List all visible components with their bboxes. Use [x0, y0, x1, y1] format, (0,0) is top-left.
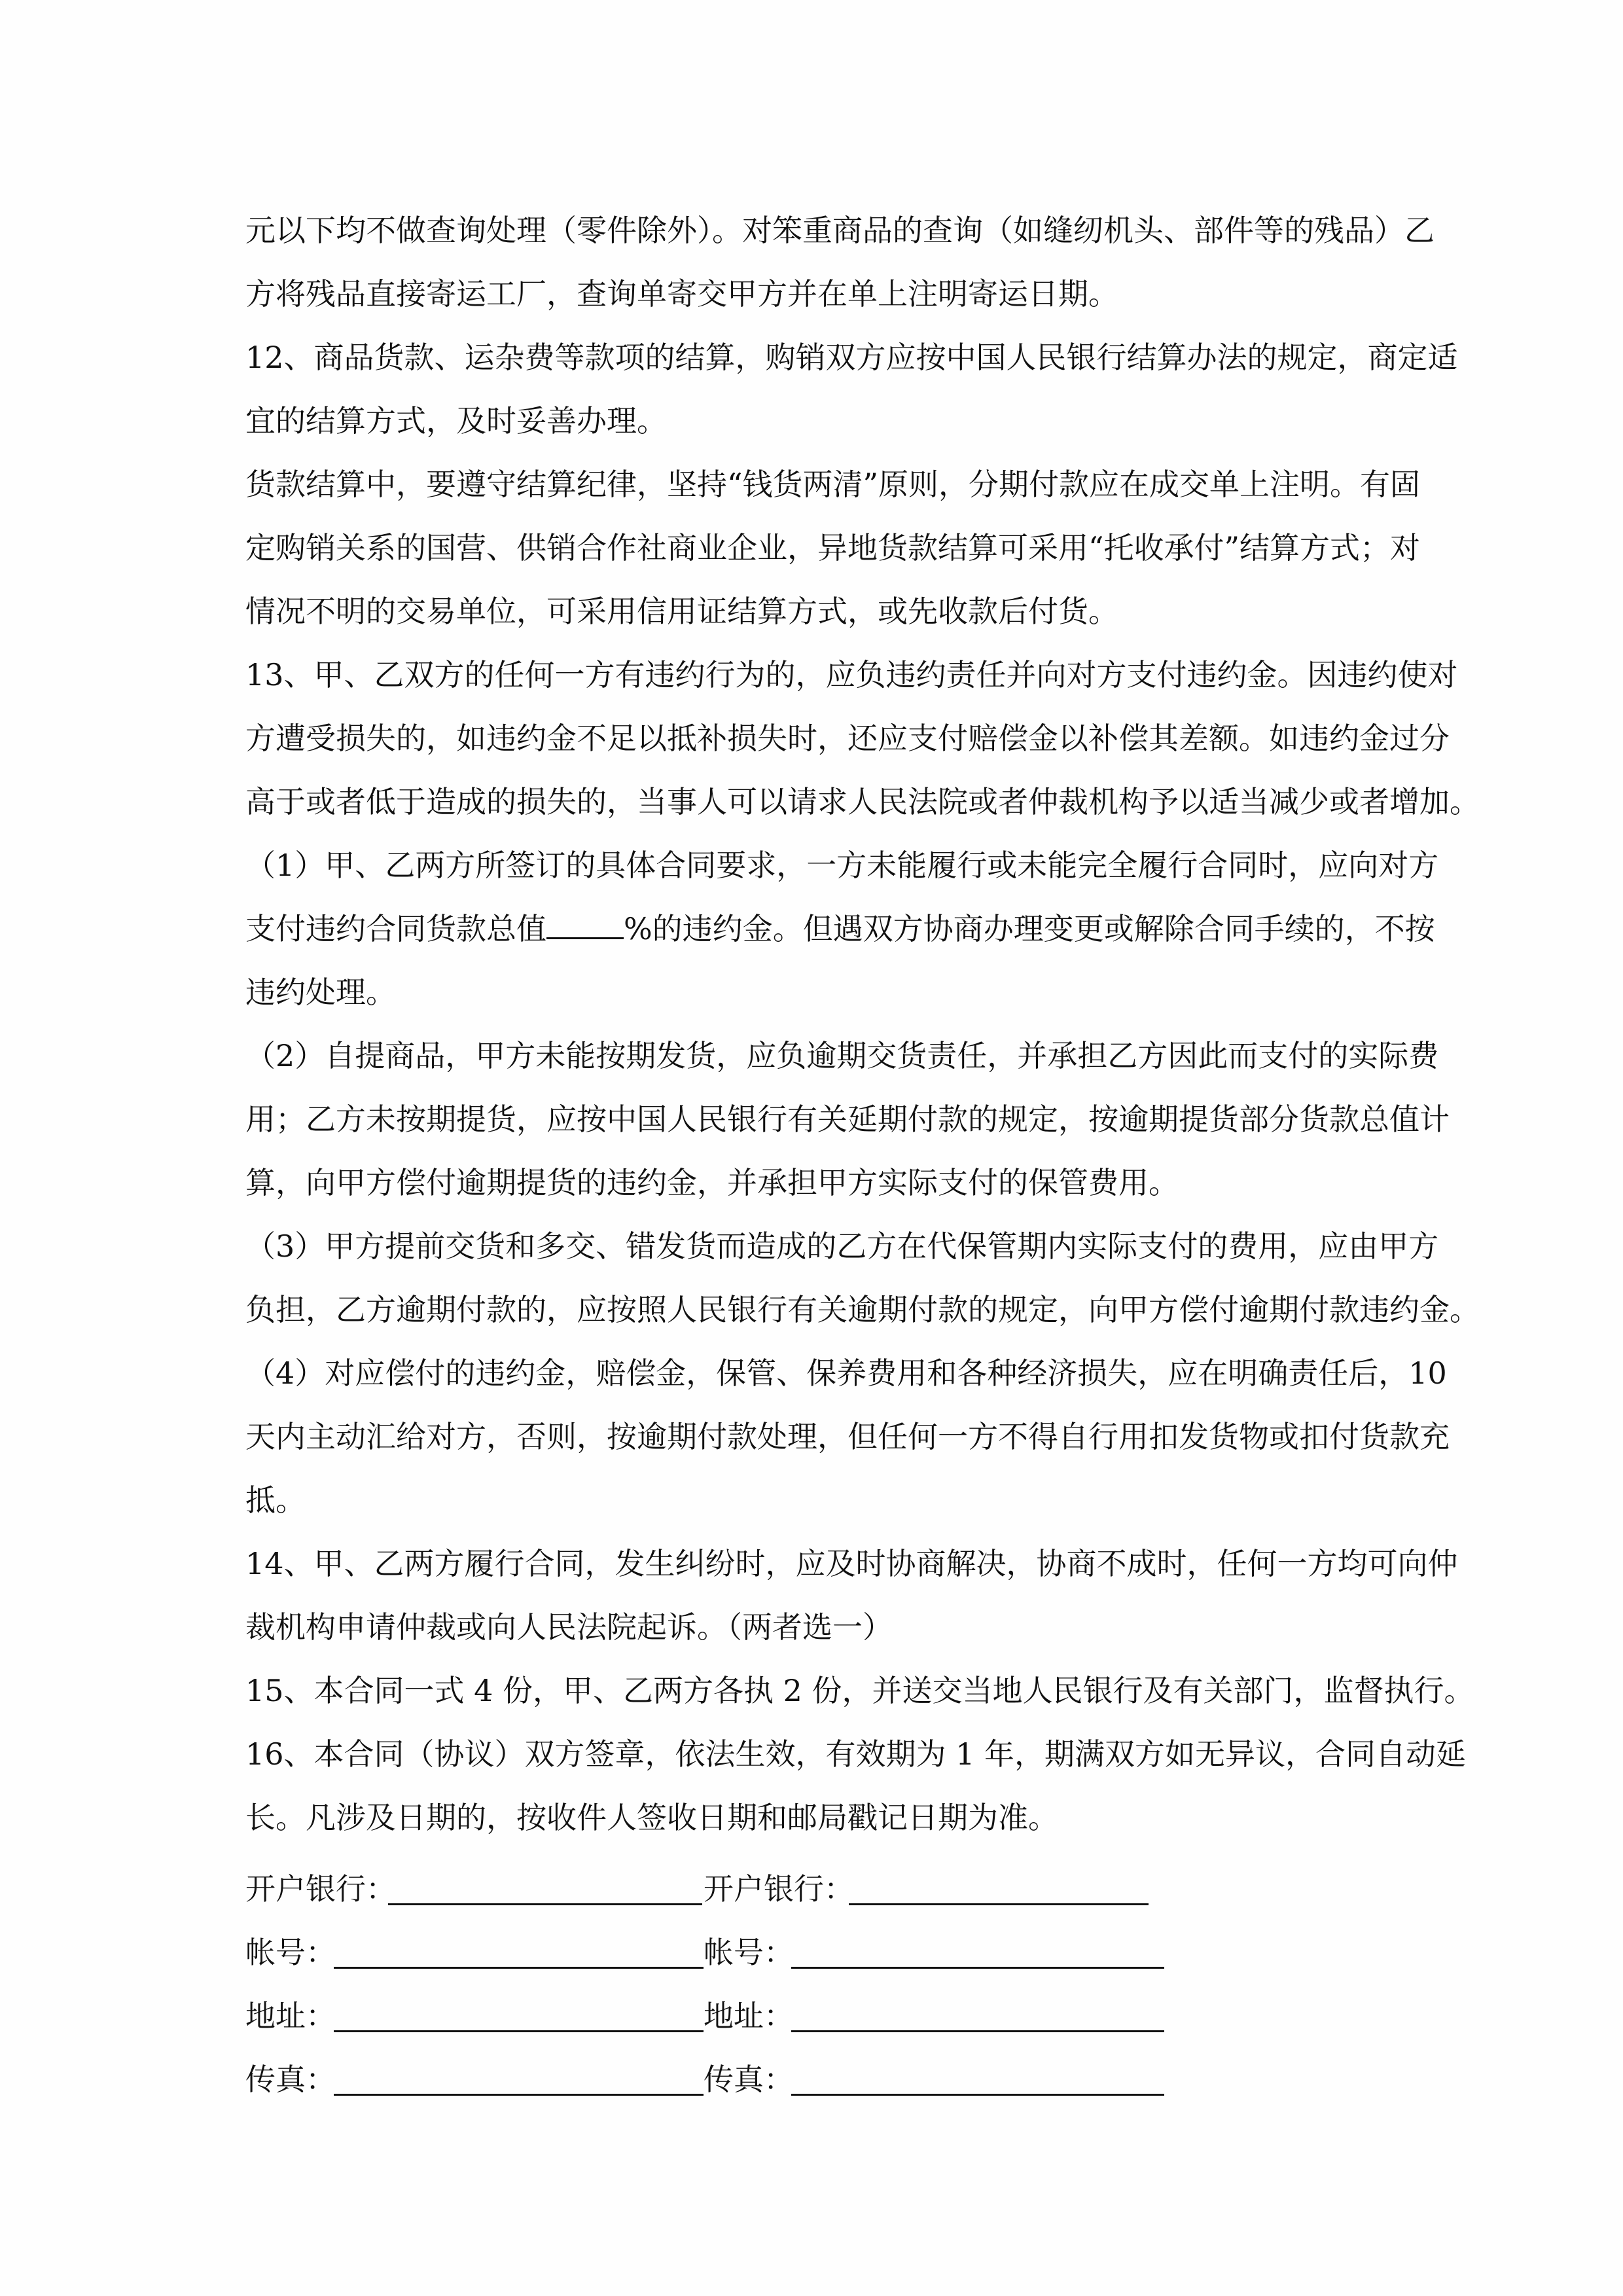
left-fax-label: 传真：: [245, 2062, 336, 2097]
text-line: 定购销关系的国营、供销合作社商业企业，异地货款结算可采用“托收承付”结算方式；对: [245, 530, 1421, 565]
text-line: 天内主动汇给对方，否则，按逾期付款处理，但任何一方不得自行用扣发货物或扣付货款充: [245, 1419, 1450, 1454]
text-line: 违约处理。: [245, 975, 396, 1010]
text-line: 方遭受损失的，如违约金不足以抵补损失时，还应支付赔偿金以补偿其差额。如违约金过分: [245, 721, 1450, 756]
text-line: 用；乙方未按期提货，应按中国人民银行有关延期付款的规定，按逾期提货部分货款总值计: [245, 1102, 1450, 1137]
sig-row-fax: [245, 2060, 1423, 2099]
sig-row-address: [245, 1996, 1423, 2036]
right-bank-field[interactable]: [849, 1903, 1149, 1905]
right-fax-field[interactable]: [791, 2094, 1164, 2096]
right-bank-label: 开户银行：: [704, 1871, 854, 1907]
left-account-label: 帐号：: [245, 1935, 336, 1970]
sig-row-bank: [245, 1869, 1423, 1909]
right-address-label: 地址：: [704, 1998, 794, 2034]
left-bank-label: 开户银行：: [245, 1871, 396, 1907]
clause-13-1-line: （1）甲、乙两方所签订的具体合同要求，一方未能履行或未能完全履行合同时，应向对方: [245, 848, 1439, 883]
text-line: 负担，乙方逾期付款的，应按照人民银行有关逾期付款的规定，向甲方偿付逾期付款违约金。: [245, 1292, 1480, 1327]
clause-16-line: 16、本合同（协议）双方签章，依法生效，有效期为 1 年，期满双方如无异议，合同自动延: [245, 1736, 1467, 1772]
text-line: 情况不明的交易单位，可采用信用证结算方式，或先收款后付货。: [245, 594, 1118, 629]
right-account-field[interactable]: [791, 1967, 1164, 1969]
sig-row-account: [245, 1933, 1423, 1972]
text-line: 裁机构申请仲裁或向人民法院起诉。（两者选一）: [245, 1609, 893, 1645]
right-fax-label: 传真：: [704, 2062, 794, 2097]
left-address-label: 地址：: [245, 1998, 336, 2034]
left-account-field[interactable]: [334, 1967, 704, 1969]
text-line: 抵。: [245, 1482, 306, 1518]
text-after-blank: %的违约金。但遇双方协商办理变更或解除合同手续的，不按: [624, 911, 1435, 946]
left-bank-field[interactable]: [388, 1903, 702, 1905]
clause-13-line: 13、甲、乙双方的任何一方有违约行为的，应负违约责任并向对方支付违约金。因违约使对: [245, 657, 1458, 692]
text-line-with-blank: [245, 909, 1435, 948]
clause-13-2-line: （2）自提商品，甲方未能按期发货，应负逾期交货责任，并承担乙方因此而支付的实际费: [245, 1038, 1439, 1073]
clause-15-line: 15、本合同一式 4 份，甲、乙两方各执 2 份，并送交当地人民银行及有关部门，监督执行。: [245, 1673, 1474, 1708]
text-before-blank: 支付违约合同货款总值: [245, 911, 546, 946]
text-line: 长。凡涉及日期的，按收件人签收日期和邮局戳记日期为准。: [245, 1800, 1058, 1835]
text-line: 宜的结算方式，及时妥善办理。: [245, 403, 667, 439]
clause-13-3-line: （3）甲方提前交货和多交、错发货而造成的乙方在代保管期内实际支付的费用，应由甲方: [245, 1229, 1439, 1264]
clause-14-line: 14、甲、乙两方履行合同，发生纠纷时，应及时协商解决，协商不成时，任何一方均可向仲: [245, 1546, 1458, 1581]
left-address-field[interactable]: [334, 2030, 704, 2032]
text-line: 高于或者低于造成的损失的，当事人可以请求人民法院或者仲裁机构予以适当减少或者增加。: [245, 784, 1480, 819]
text-line: 方将残品直接寄运工厂，查询单寄交甲方并在单上注明寄运日期。: [245, 276, 1118, 312]
clause-13-4-line: （4）对应偿付的违约金，赔偿金，保管、保养费用和各种经济损失，应在明确责任后，10: [245, 1355, 1447, 1391]
left-fax-field[interactable]: [334, 2094, 704, 2096]
right-account-label: 帐号：: [704, 1935, 794, 1970]
text-line: 算，向甲方偿付逾期提货的违约金，并承担甲方实际支付的保管费用。: [245, 1165, 1179, 1200]
right-address-field[interactable]: [791, 2030, 1164, 2032]
percentage-blank-field[interactable]: [546, 911, 624, 939]
text-line: 元以下均不做查询处理（零件除外）。对笨重商品的查询（如缝纫机头、部件等的残品）乙: [245, 213, 1435, 248]
clause-12-line: 12、商品货款、运杂费等款项的结算，购销双方应按中国人民银行结算办法的规定，商定适: [245, 340, 1458, 375]
text-line: 货款结算中，要遵守结算纪律，坚持“钱货两清”原则，分期付款应在成交单上注明。有固: [245, 467, 1421, 502]
